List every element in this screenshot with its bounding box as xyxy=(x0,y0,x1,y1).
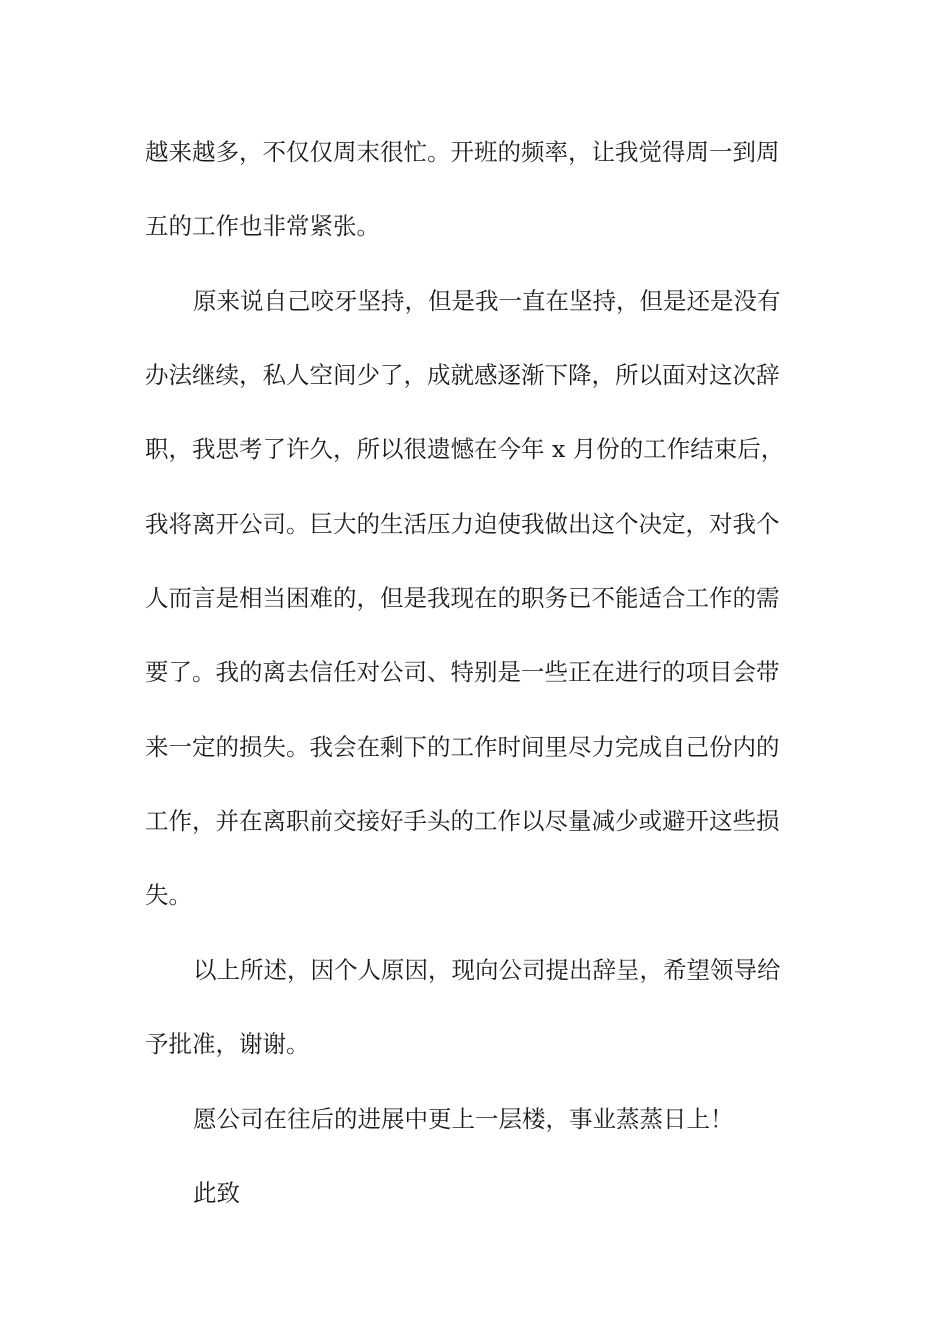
paragraph-2-line-1: 原来说自己咬牙坚持，但是我一直在坚持，但是还是没有 xyxy=(193,287,781,315)
paragraph-2-line-3: 职，我思考了许久，所以很遗憾在今年 x 月份的工作结束后， xyxy=(145,435,785,463)
paragraph-3-line-2: 予批准，谢谢。 xyxy=(145,1030,310,1058)
paragraph-2-line-5: 人而言是相当困难的，但是我现在的职务已不能适合工作的需 xyxy=(145,584,780,612)
paragraph-2-line-6: 要了。我的离去信任对公司、特别是一些正在进行的项目会带 xyxy=(145,658,780,686)
closing-salutation: 此致 xyxy=(193,1179,240,1207)
paragraph-2-line-4: 我将离开公司。巨大的生活压力迫使我做出这个决定，对我个 xyxy=(145,510,780,538)
paragraph-1-line-1: 越来越多，不仅仅周末很忙。开班的频率，让我觉得周一到周 xyxy=(145,138,780,166)
paragraph-1-line-2: 五的工作也非常紧张。 xyxy=(145,212,380,240)
paragraph-2-line-8: 工作，并在离职前交接好手头的工作以尽量减少或避开这些损 xyxy=(145,807,780,835)
paragraph-4-line-1: 愿公司在往后的进展中更上一层楼，事业蒸蒸日上！ xyxy=(193,1105,734,1133)
paragraph-2-line-9: 失。 xyxy=(145,881,192,909)
paragraph-2-line-2: 办法继续，私人空间少了，成就感逐渐下降，所以面对这次辞 xyxy=(145,361,780,389)
paragraph-3-line-1: 以上所述，因个人原因，现向公司提出辞呈，希望领导给 xyxy=(193,956,781,984)
paragraph-2-line-7: 来一定的损失。我会在剩下的工作时间里尽力完成自己份内的 xyxy=(145,733,780,761)
